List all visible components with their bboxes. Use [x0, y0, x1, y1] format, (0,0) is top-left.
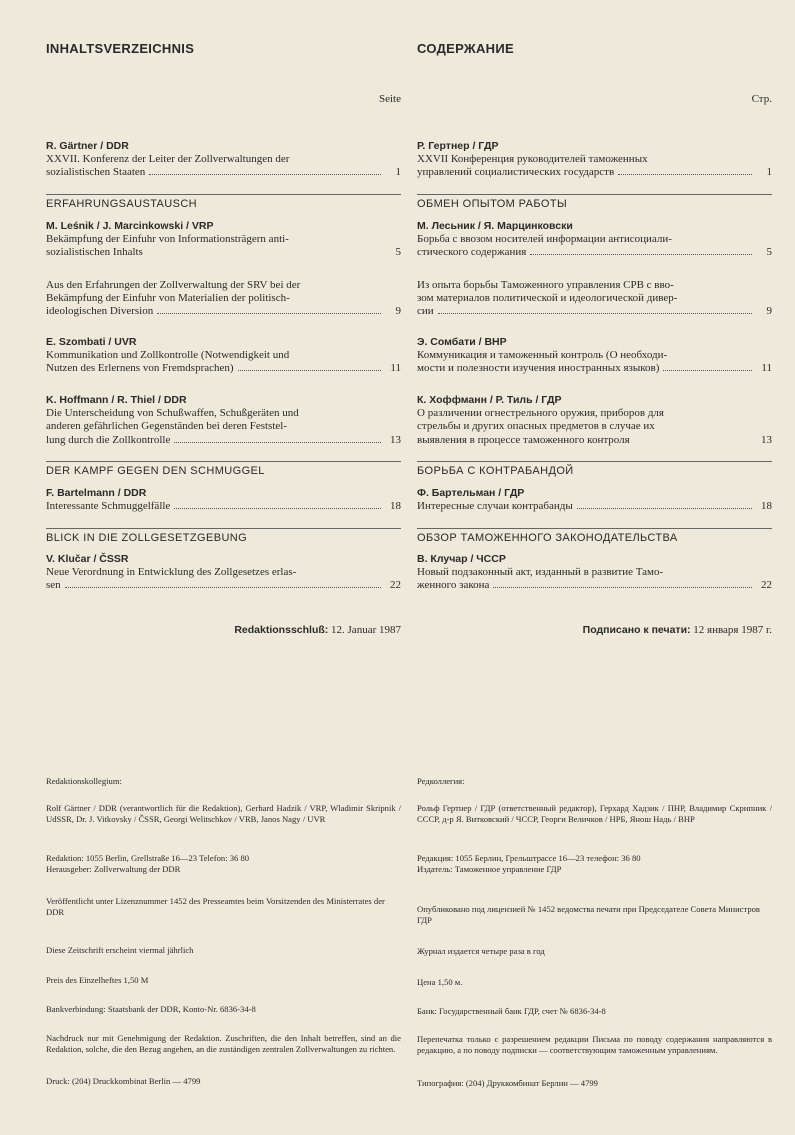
colophon-price: Цена 1,50 м.: [417, 977, 463, 987]
entry-page: 22: [761, 579, 772, 592]
deadline-label: Подписано к печати:: [582, 624, 691, 636]
page-column-label: Seite: [379, 93, 401, 105]
section-heading: ERFAHRUNGSAUSTAUSCH: [46, 198, 198, 210]
divider: [417, 528, 772, 529]
colophon-address: Редакция: 1055 Берлин, Грельштрассе 16—23 телефон: 36 80 Издатель: Таможенное управление ГДР: [417, 853, 641, 874]
toc-entry: [46, 220, 401, 260]
entry-author: K. Hoffmann / R. Thiel / DDR: [46, 394, 187, 406]
colophon-board-label: Редколлегия:: [417, 776, 465, 786]
entry-author: К. Хоффманн / Р. Тиль / ГДР: [417, 394, 562, 406]
divider: [417, 461, 772, 462]
entry-title-line: Interessante Schmuggelfälle: [46, 500, 171, 513]
entry-title-line: управлений социалистических государств: [417, 166, 615, 179]
section-heading: BLICK IN DIE ZOLLGESETZGEBUNG: [46, 532, 248, 544]
entry-title-line: Kommunikation und Zollkontrolle (Notwendigkeit und: [46, 349, 290, 362]
entry-title-line: стического содержания: [417, 246, 527, 259]
entry-title-line: выявления в процессе таможенного контроля: [417, 433, 630, 446]
colophon-reprint: Перепечатка только с разрешением редакции Письма по поводу содержания направляются в редакцию, а по поводу подписки — соответствующим таможенным управлениям.: [417, 1034, 772, 1055]
entry-title-line: Bekämpfung der Einfuhr von Materialien der politisch-: [46, 292, 290, 305]
toc-entry: [417, 487, 772, 513]
colophon-board: Рольф Гертнер / ГДР (ответственный редактор), Герхард Хадзик / ПНР, Владимир Скрипник / СССР, д-р Я. Витковский / ЧССР, Георги Величков / НРБ, Янош Надь / ВНР: [417, 803, 772, 824]
entry-title-line: Neue Verordnung in Entwicklung des Zollgesetzes erlas-: [46, 566, 297, 579]
entry-author: M. Leśnik / J. Marcinkowski / VRP: [46, 220, 214, 232]
entry-author: В. Клучар / ЧССР: [417, 553, 506, 565]
entry-title-line: XXVII Конференция руководителей таможенных: [417, 153, 648, 166]
colophon-address: Redaktion: 1055 Berlin, Grellstraße 16—23 Telefon: 36 80 Herausgeber: Zollverwaltung der DDR: [46, 853, 250, 874]
entry-page: 9: [395, 305, 401, 318]
entry-title-line: Коммуникация и таможенный контроль (О необходи-: [417, 349, 668, 362]
entry-author: Р. Гертнер / ГДР: [417, 140, 499, 152]
colophon-printer: Типография: (204) Друккомбинат Берлин — 4799: [417, 1078, 598, 1088]
entry-title-line: sozialistischen Inhalts: [46, 246, 143, 259]
entry-page: 5: [395, 246, 401, 259]
entry-title-line: О различении огнестрельного оружия, приборов для: [417, 407, 664, 420]
divider: [46, 528, 401, 529]
entry-title-line: Из опыта борьбы Таможенного управления СРВ с вво-: [417, 279, 674, 291]
colophon-frequency: Журнал издается четыре раза в год: [417, 946, 545, 956]
entry-title-line: Aus den Erfahrungen der Zollverwaltung der SRV bei der: [46, 279, 301, 291]
toc-entry: [46, 336, 401, 376]
entry-page: 1: [395, 166, 401, 179]
colophon-price: Preis des Einzelheftes 1,50 M: [46, 975, 149, 985]
entry-page: 9: [766, 305, 772, 318]
editorial-deadline: [583, 624, 772, 636]
entry-page: 11: [390, 362, 401, 375]
entry-author: М. Лесьник / Я. Марцинковски: [417, 220, 573, 232]
toc-entry: [46, 140, 401, 180]
entry-title-line: мости и полезности изучения иностранных языков): [417, 362, 660, 375]
toc-entry: [417, 279, 772, 319]
deadline-date: 12 января 1987 г.: [693, 624, 772, 636]
toc-entry: [417, 553, 772, 593]
entry-title-line: Интересные случаи контрабанды: [417, 500, 573, 513]
entry-page: 11: [761, 362, 772, 375]
toc-entry: [46, 553, 401, 593]
colophon-license: Опубликовано под лицензией № 1452 ведомства печати при Председателе Совета Министров ГДР: [417, 904, 760, 925]
entry-author: R. Gärtner / DDR: [46, 140, 129, 152]
deadline-date: 12. Januar 1987: [331, 624, 401, 636]
colophon-printer: Druck: (204) Druckkombinat Berlin — 4799: [46, 1076, 201, 1086]
entry-title-line: сии: [417, 305, 434, 318]
entry-title-line: Новый подзаконный акт, изданный в развитие Тамо-: [417, 566, 664, 579]
colophon-frequency: Diese Zeitschrift erscheint viermal jährlich: [46, 945, 194, 955]
toc-entry: [417, 220, 772, 260]
entry-title-line: lung durch die Zollkontrolle: [46, 433, 171, 446]
divider: [46, 194, 401, 195]
entry-author: F. Bartelmann / DDR: [46, 487, 147, 499]
contents-heading: СОДЕРЖАНИЕ: [417, 41, 514, 56]
contents-heading: INHALTSVERZEICHNIS: [46, 41, 195, 56]
editorial-deadline: [234, 624, 401, 636]
entry-page: 18: [390, 500, 401, 513]
page-column-label: Стр.: [751, 93, 772, 105]
entry-page: 13: [761, 433, 772, 446]
entry-title-line: XXVII. Konferenz der Leiter der Zollverwaltungen der: [46, 153, 290, 166]
entry-page: 22: [390, 579, 401, 592]
entry-author: V. Klučar / ČSSR: [46, 553, 129, 565]
entry-title-line: sen: [46, 579, 61, 592]
toc-entry: [417, 394, 772, 447]
divider: [46, 461, 401, 462]
entry-title-line: Борьба с ввозом носителей информации антисоциали-: [417, 233, 672, 246]
entry-title-line: Die Unterscheidung von Schußwaffen, Schußgeräten und: [46, 407, 299, 420]
divider: [417, 194, 772, 195]
entry-page: 13: [390, 433, 401, 446]
deadline-label: Redaktionsschluß:: [234, 624, 329, 636]
entry-title-line: sozialistischen Staaten: [46, 166, 146, 179]
entry-page: 18: [761, 500, 772, 513]
entry-title-line: зом материалов политической и идеологической дивер-: [417, 292, 678, 305]
entry-page: 5: [766, 246, 772, 259]
section-heading: DER KAMPF GEGEN DEN SCHMUGGEL: [46, 465, 265, 477]
colophon-board: Rolf Gärtner / DDR (verantwortlich für die Redaktion), Gerhard Hadzik / VRP, Wladimir Skripnik / UdSSR, Dr. J. Vitkovsky / ČSSR, Georgi Welitschkov / VRB, Janos Nagy / UVR: [46, 803, 401, 824]
entry-title-line: женного закона: [417, 579, 490, 592]
section-heading: ОБЗОР ТАМОЖЕННОГО ЗАКОНОДАТЕЛЬСТВА: [417, 532, 678, 544]
toc-entry: [46, 487, 401, 513]
entry-author: Э. Сомбати / ВНР: [417, 336, 507, 348]
toc-entry: [417, 140, 772, 180]
section-heading: ОБМЕН ОПЫТОМ РАБОТЫ: [417, 198, 568, 210]
section-heading: БОРЬБА С КОНТРАБАНДОЙ: [417, 465, 574, 477]
entry-title-line: anderen gefährlichen Gegenständen bei deren Feststel-: [46, 420, 287, 433]
colophon-license: Veröffentlicht unter Lizenznummer 1452 des Presseamtes beim Vorsitzenden des Ministerrates der DDR: [46, 896, 385, 917]
toc-entry: [417, 336, 772, 376]
colophon-bank: Bankverbindung: Staatsbank der DDR, Konto-Nr. 6836-34-8: [46, 1004, 256, 1014]
toc-entry: [46, 279, 401, 319]
entry-author: Ф. Бартельман / ГДР: [417, 487, 525, 499]
entry-title-line: стрельбы и других опасных предметов в случае их: [417, 420, 655, 433]
entry-title-line: Nutzen des Erlernens von Fremdsprachen): [46, 362, 234, 375]
entry-title-line: ideologischen Diversion: [46, 305, 154, 318]
colophon-reprint: Nachdruck nur mit Genehmigung der Redaktion. Zuschriften, die den Inhalt betreffen, sind an die Redaktion, solche, die den Bezug angehen, an die zuständigen zentralen Zollverwaltungen zu richten.: [46, 1033, 401, 1054]
entry-title-line: Bekämpfung der Einfuhr von Informationsträgern anti-: [46, 233, 289, 246]
entry-author: E. Szombati / UVR: [46, 336, 137, 348]
colophon-board-label: Redaktionskollegium:: [46, 776, 122, 786]
toc-entry: [46, 394, 401, 447]
colophon-bank: Банк: Государственный банк ГДР, счет № 6836-34-8: [417, 1006, 606, 1016]
entry-page: 1: [766, 166, 772, 179]
